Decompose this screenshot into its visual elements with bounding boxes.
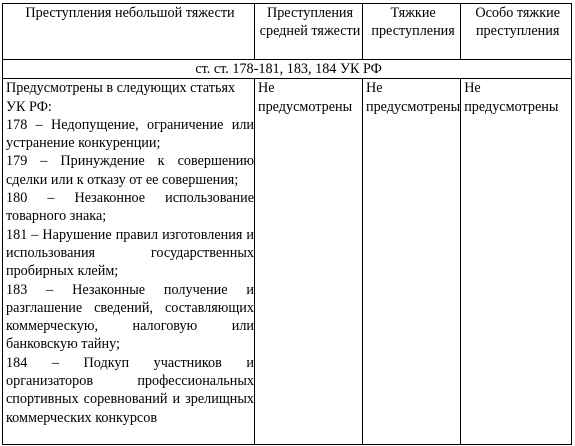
article-179: 179 – Принуждение к совершению сделки или к отказу от ее совершения; <box>6 153 254 188</box>
header-medium-crimes: Преступления средней тяжести <box>255 4 363 60</box>
header-row <box>3 4 572 60</box>
grave-crimes-cell: Не предусмотрены <box>363 79 461 445</box>
article-list <box>6 79 254 427</box>
article-180: 180 – Незаконное использование товарного знака; <box>6 190 254 225</box>
minor-crimes-cell <box>3 79 255 445</box>
article-183: 183 – Незаконные получение и разглашение сведений, составляющих коммерческую, налоговую или банковскую тайну; <box>6 281 254 353</box>
article-184: 184 – Подкуп участников и организаторов профессиональных спортивных соревнований и зрелищных коммерческих конкурсов <box>6 354 254 426</box>
header-minor-crimes: Преступления небольшой тяжести <box>3 4 255 60</box>
article-181: 181 – Нарушение правил изготовления и использования государственных пробирных клейм; <box>6 226 254 280</box>
content-row <box>3 79 572 445</box>
section-row <box>3 60 572 79</box>
especially-grave-crimes-cell: Не предусмотрены <box>461 79 572 445</box>
article-intro: Предусмотрены в следующих статьях УК РФ: <box>6 80 236 115</box>
header-especially-grave-crimes: Особо тяжкие преступления <box>461 4 572 60</box>
crime-severity-table <box>2 3 572 445</box>
medium-crimes-cell: Не предусмотрены <box>255 79 363 445</box>
section-title: ст. ст. 178-181, 183, 184 УК РФ <box>3 60 572 79</box>
article-178: 178 – Недопущение, ограничение или устранение конкуренции; <box>6 116 254 152</box>
header-grave-crimes: Тяжкие преступления <box>363 4 461 60</box>
